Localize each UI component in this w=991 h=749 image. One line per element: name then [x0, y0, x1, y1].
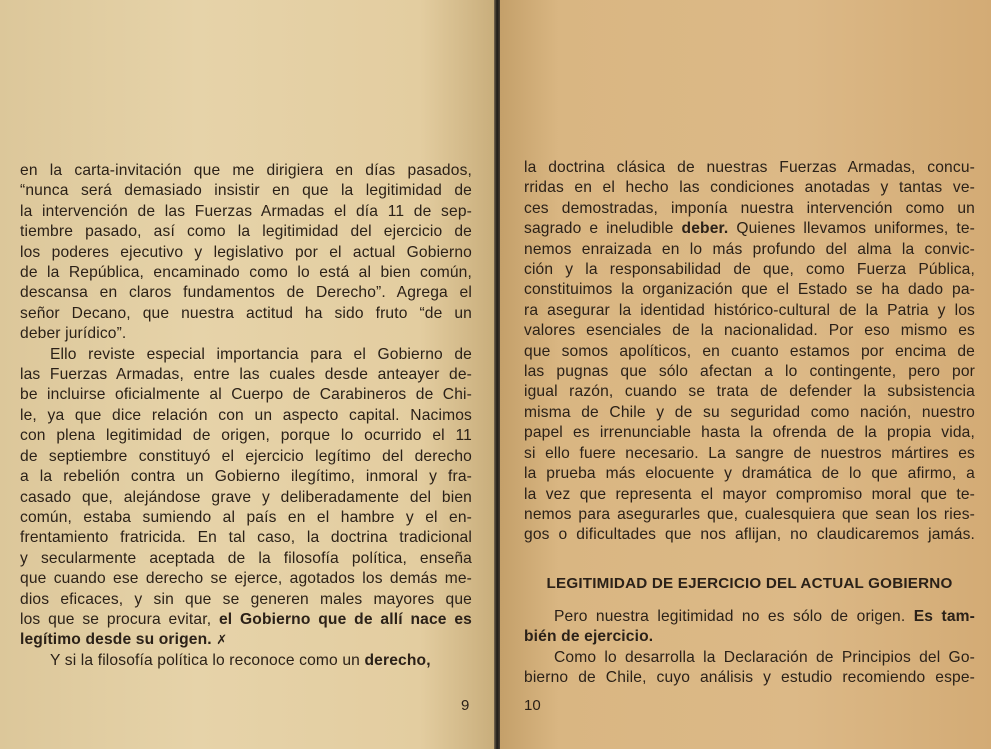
text-line: le, ya que dice relación con un aspecto capital. Nacimos	[20, 406, 472, 424]
text-line: descansa en claros fundamentos de Derecho”. Agrega el	[20, 284, 472, 302]
left-paragraph-3-line	[20, 651, 472, 671]
text-line: los poderes ejecutivo y legislativo por el actual Gobierno	[20, 243, 472, 261]
left-page-text	[20, 161, 472, 671]
text-line: dios eficaces, y sin que se generen males mayores que	[20, 590, 472, 608]
left-page	[0, 0, 494, 749]
text-line: casado que, alejándose grave y deliberadamente del bien	[20, 488, 472, 506]
right-paragraph-2-line	[524, 607, 975, 627]
text-span: Pero nuestra legitimidad no es sólo de origen.	[554, 608, 906, 625]
text-line: las Fuerzas Armadas, entre las cuales desde anteayer de-	[20, 366, 472, 384]
text-line: nemos enraizada en lo más profundo del alma la convic-	[524, 240, 975, 258]
left-paragraph-2	[20, 345, 472, 610]
text-line: la doctrina clásica de nuestras Fuerzas Armadas, concu-	[524, 159, 975, 176]
text-line: en la carta-invitación que me dirigiera en días pasados,	[20, 162, 472, 179]
text-line: frentamiento fratricida. En tal caso, la doctrina tradicional	[20, 529, 472, 547]
text-line: y secularmente aceptada de la filosofía política, enseña	[20, 549, 472, 567]
text-line: la prueba más elocuente y dramática de lo que afirmo, a	[524, 465, 975, 483]
text-span: los que se procura evitar,	[20, 610, 212, 628]
text-line: papel es irrenunciable hasta la ofrenda de la propia vida,	[524, 424, 975, 442]
text-line: misma de Chile y de su seguridad como nación, nuestro	[524, 403, 975, 421]
text-line: valores esenciales de la nacionalidad. Por eso mismo es	[524, 322, 975, 340]
text-line: bierno de Chile, cuyo análisis y estudio recomiendo espe-	[524, 669, 975, 687]
text-line: común, estaba sumiendo al país en el hambre y el en-	[20, 508, 472, 526]
text-line: ción y la responsabilidad de que, como Fuerza Pública,	[524, 261, 975, 279]
text-line: señor Decano, que nuestra actitud ha sido fruto “de un	[20, 304, 472, 322]
right-page	[500, 0, 991, 749]
text-line: la intervención de las Fuerzas Armadas el día 11 de sep-	[20, 202, 472, 220]
text-line: la vez que representa el mayor compromiso moral que te-	[524, 485, 975, 503]
left-paragraph-2-line	[20, 630, 472, 650]
right-page-text-lower	[524, 607, 975, 689]
right-paragraph-2-line: bién de ejercicio.	[524, 628, 654, 646]
page-number: 10	[524, 697, 541, 714]
bold-text: el Gobierno que de allí nace es	[218, 610, 472, 628]
text-span: Quienes llevamos uniformes, te-	[736, 220, 976, 238]
left-paragraph-1	[20, 161, 472, 345]
text-line: igual razón, cuando se trata de defender la subsistencia	[524, 383, 975, 401]
text-line: rridas en el hecho las condiciones anotadas y tantas ve-	[524, 179, 975, 197]
text-line: “nunca será demasiado insistir en que la legitimidad de	[20, 182, 472, 200]
text-line: de septiembre constituyó el ejercicio legítimo del derecho	[20, 447, 472, 465]
text-line: de la República, encaminado como lo está al bien común,	[20, 264, 472, 282]
right-paragraph-1-cont	[524, 240, 975, 546]
text-line: gos o dificultades que nos aflijan, no claudicaremos jamás.	[524, 526, 975, 544]
text-line: que somos apolíticos, en cuanto estamos por encima de	[524, 342, 975, 360]
text-line: con plena legitimidad de origen, porque lo ocurrido el 11	[20, 427, 472, 445]
text-line: si ello fuere necesario. La sangre de nuestros mártires es	[524, 444, 975, 462]
bold-text: derecho,	[364, 651, 431, 669]
bold-text: legítimo desde su origen.	[20, 631, 212, 649]
text-line: a la rebelión contra un Gobierno ilegítimo, inmoral y fra-	[20, 468, 472, 486]
text-line: Como lo desarrolla la Declaración de Principios del Go-	[554, 648, 975, 666]
left-paragraph-2-line	[20, 610, 472, 630]
section-heading: LEGITIMIDAD DE EJERCICIO DEL ACTUAL GOBIERNO	[546, 575, 953, 592]
right-page-text	[524, 158, 975, 546]
text-line: que cuando ese derecho se ejerce, agotados los demás me-	[20, 570, 472, 588]
bold-text: deber.	[681, 220, 729, 238]
text-line: Ello reviste especial importancia para el Gobierno de	[50, 345, 472, 363]
text-line: tiembre pasado, así como la legitimidad del ejercicio de	[20, 223, 472, 241]
text-span: sagrado e ineludible	[524, 220, 674, 238]
right-paragraph-3	[524, 648, 975, 689]
right-paragraph-1-line	[524, 219, 975, 239]
text-span: Y si la filosofía política lo reconoce como un	[50, 651, 360, 669]
page-number: 9	[461, 697, 470, 714]
text-line: nemos para asegurarles que, cualesquiera que sean los ries-	[524, 505, 975, 523]
text-line: be incluirse oficialmente al Cuerpo de Carabineros de Chi-	[20, 386, 472, 404]
text-line: deber jurídico”.	[20, 325, 127, 343]
text-line: ces demostradas, imponía nuestra intervención como un	[524, 199, 975, 217]
right-paragraph-1	[524, 158, 975, 219]
handwritten-mark: ✗	[216, 632, 228, 648]
text-line: ra asegurar la identidad histórico-cultural de la Patria y los	[524, 301, 975, 319]
bold-text: Es tam-	[913, 608, 975, 625]
text-line: las pugnas que sólo afectan a lo contingente, pero por	[524, 363, 975, 381]
text-line: constituimos la organización que el Estado se ha dado pa-	[524, 281, 975, 299]
